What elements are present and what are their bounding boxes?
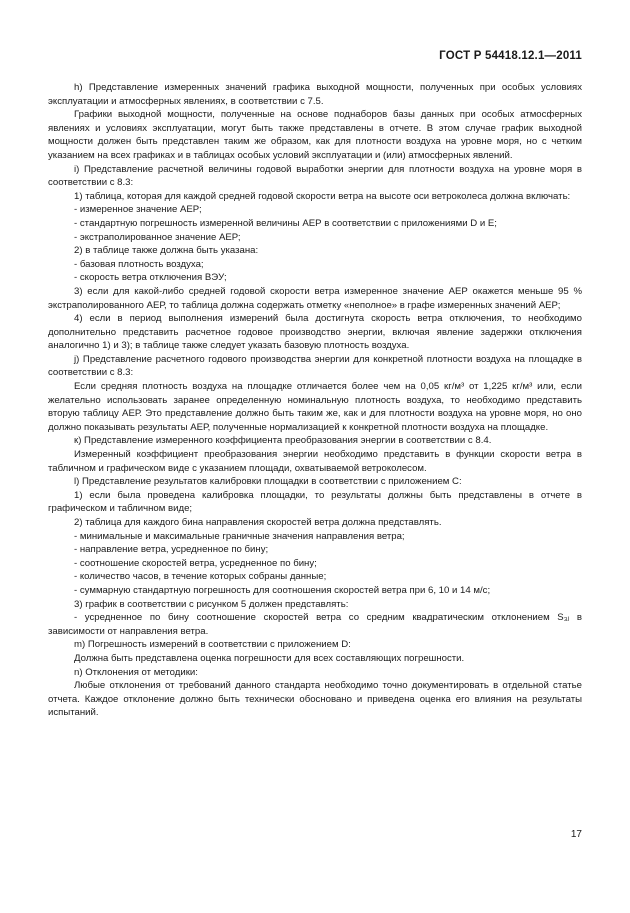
paragraph: - усредненное по бину соотношение скоростей ветра со средним квадратическим отклонением S₃ⱼ в зависимости от направления ветра.	[48, 612, 582, 637]
paragraph: к) Представление измеренного коэффициента преобразования энергии в соответствии с 8.4.	[74, 435, 492, 447]
paragraph: i) Представление расчетной величины годовой выработки энергии для плотности воздуха на уровне моря в соответствии с 8.3:	[48, 163, 582, 189]
paragraph: m) Погрешность измерений в соответствии с приложением D:	[74, 639, 351, 651]
paragraph: - минимальные и максимальные граничные значения направления ветра;	[74, 530, 405, 542]
paragraph: Любые отклонения от требований данного стандарта необходимо точно документировать в отдельной статье отчета. Каждое отклонение должно быть технически обосновано и приведена оценка его влияния на результаты испытаний.	[48, 680, 582, 719]
paragraph: l) Представление результатов калибровки площадки в соответствии с приложением C:	[74, 476, 462, 488]
paragraph: - соотношение скоростей ветра, усредненное по бину;	[74, 557, 317, 569]
paragraph: 3) график в соответствии с рисунком 5 должен представлять:	[74, 598, 349, 610]
paragraph: - количество часов, в течение которых собраны данные;	[74, 571, 327, 583]
paragraph: 1) таблица, которая для каждой средней годовой скорости ветра на высоте оси ветроколеса должна включать:	[74, 190, 571, 202]
paragraph: - скорость ветра отключения ВЭУ;	[74, 272, 227, 284]
paragraph: Должна быть представлена оценка погрешности для всех составляющих погрешности.	[74, 652, 465, 664]
document-header: ГОСТ Р 54418.12.1—2011	[439, 50, 582, 62]
paragraph: 2) таблица для каждого бина направления скоростей ветра должна представлять.	[74, 517, 442, 528]
page-number: 17	[570, 829, 582, 840]
paragraph: 1) если была проведена калибровка площадки, то результаты должны быть представлены в отчете в графическом и табличном виде;	[48, 489, 582, 515]
document-body	[48, 81, 582, 720]
paragraph: j) Представление расчетного годового производства энергии для конкретной плотности воздуха на площадке в соответствии с 8.3:	[48, 353, 582, 379]
paragraph: - направление ветра, усредненное по бину;	[74, 544, 269, 556]
paragraph: n) Отклонения от методики:	[74, 666, 198, 678]
paragraph: - базовая плотность воздуха;	[74, 258, 204, 270]
paragraph: 3) если для какой-либо средней годовой скорости ветра измеренное значение АЕР окажется меньше 95 % экстраполированного АЕР, то таблица должна содержать отметку «неполное» в графе измеренных значений АЕР;	[48, 285, 582, 311]
paragraph: 4) если в период выполнения измерений была достигнута скорость ветра отключения, то необходимо дополнительно представить расчетное годовое производство энергии, включая явление задержки отключения аналогично 1) и 3); в таблице также следует указать базовую плотность воздуха.	[48, 313, 582, 352]
paragraph: 2) в таблице также должна быть указана:	[74, 245, 259, 257]
paragraph: Если средняя плотность воздуха на площадке отличается более чем на 0,05 кг/м³ от 1,225 кг/м³ или, если желательно использовать заранее определенную номинальную плотность воздуха, то необходимо представить вторую таблицу АЕР. Это представление должно быть таким же, как и для плотности воздуха на уровне моря, но оно должно показывать результаты АЕР, полученные нормализацией к конкретной плотности воздуха на площадке.	[48, 381, 582, 433]
paragraph: - стандартную погрешность измеренной величины АЕР в соответствии с приложениями D и E;	[74, 217, 497, 229]
paragraph: Измеренный коэффициент преобразования энергии необходимо представить в функции скорости ветра в табличном и графическом виде с указанием площади, охватываемой ветроколесом.	[48, 449, 582, 474]
paragraph: Графики выходной мощности, полученные на основе поднаборов базы данных при особых атмосферных явлениях и условиях эксплуатации, могут быть также представлены в отчете. В этом случае график выходной мощности должен быть представлен таким же образом, как для плотности воздуха на уровне моря, но с четким указанием на всех графиках и в таблицах особых условий эксплуатации и (или) атмосферных явлений.	[48, 109, 582, 161]
paragraph: h) Представление измеренных значений графика выходной мощности, полученных при особых условиях эксплуатации и атмосферных явлениях, в соответствии с 7.5.	[48, 82, 582, 107]
paragraph: - суммарную стандартную погрешность для соотношения скоростей ветра при 6, 10 и 14 м/с;	[74, 584, 491, 596]
paragraph: - измеренное значение АЕР;	[74, 204, 202, 216]
paragraph: - экстраполированное значение АЕР;	[74, 231, 241, 243]
